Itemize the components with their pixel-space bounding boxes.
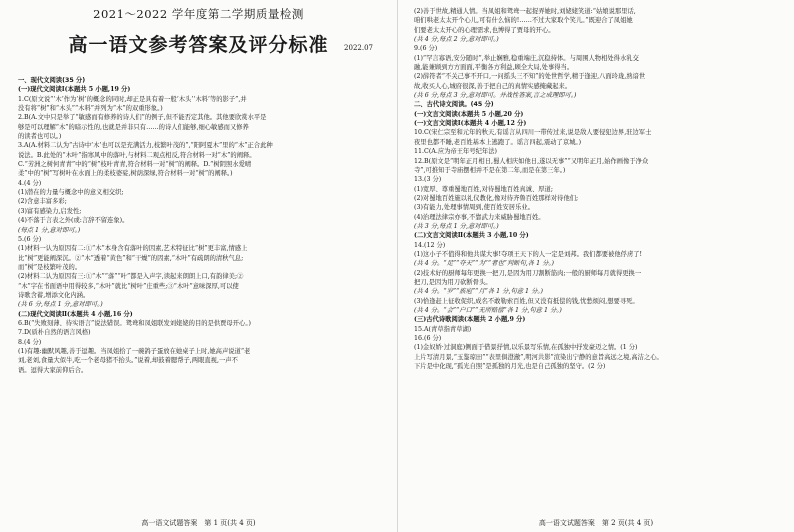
scoring-note: (共 4 分。“足”“夺天”“为”“者也”判断句,各 1 分。) [414,260,554,268]
answer-text-line: (2)技术好的厨师每年更换一把刀,是因为用刀割断筋肉;一般的厨师每月就得更换一 [414,269,642,277]
answer-text-line: 12.B(原文是“明年正月相日,蜀人相庆如他日,遂以无事”“又明年正月,始作画像于净众 [414,157,649,165]
answer-text-line: (2)含意丰富多彩; [18,198,67,206]
scoring-note: (共 4 分,每点 2 分,意对即可。) [414,36,499,44]
left-page-content [0,76,397,375]
exam-date: 2022.07 [344,44,373,52]
answer-text-line: 下片是中化现,“孤光自照”是孤独的月光,也是自己孤独的坚守。(2 分) [414,363,606,371]
scoring-note: (共 4 分。“岁”“族庖”“月”各 1 分,句意 1 分。) [414,288,543,296]
term-header: 2021～2022 学年度第二学期质量检测 [93,7,304,21]
answer-text-line: 的读者也可以。) [18,133,62,141]
left-page-footer: 高一语文试题答案 第 1 页(共 4 页) [141,519,256,527]
answer-text-line: 14.(12 分) [414,241,446,249]
page-title: 高一语文参考答案及评分标准 [68,34,329,56]
right-page-content [398,7,794,371]
answer-text-line: 寺”,可推知于寺庙摆相并不是在第二年,而是在第三年。) [414,166,566,174]
answer-text-line: (4)不落于言表之外(或:言辞不留连象)。 [18,217,129,225]
answer-text-line: (1)潜在的力量与概念中的意义相交织; [18,189,124,197]
answer-text-line: 融,能兼顾到方方面面,平衡各方利益,顾全大局,处事得当。 [414,64,574,72]
answer-text-line: 6.B(“失败刻薄、待实语言”说法错误。鸳鸯和凤姐联发刘姥姥的目的是供贾母开心。) [18,319,251,327]
answer-text-line: (1)宽厚、尊重蜀地百姓,对待蜀地百姓真诚、厚道; [414,185,553,193]
subsection-heading: (一)现代文阅读Ⅰ(本题共 5 小题,19 分) [18,86,131,94]
subsection-heading: (三)古代诗歌阅读(本题共 2 小题,9 分) [414,316,526,324]
answer-text-line: (1)金奴娇·过洞庭)侧面于借景抒情,以乐景写乐情,在孤独中抒发豪迈之情。(1 分) [414,344,638,352]
answer-text-line: (2)善于世故,精通人情。当凤姐和鸳鸯一起捉弄她时,刘姥姥笑道:“姑娘说那里话, [414,8,636,15]
answer-text-line: (1)“罕言寡语,安分随时”,举止娴雅,稳重端庄,沉稳持体。与周围人物相处得水乳交 [414,54,639,62]
answer-text-line: C.“芳洲之树何青青”中的“树”枝叶青青,符合材料一对“树”的阐释。D.“树阴照水爱晴 [18,161,252,169]
answer-text-line: (2)对蜀地百姓施以礼仪教化,像对待齐鲁百姓那样对待他们; [414,194,579,202]
scoring-note: (每点 1 分,意对即可。) [18,226,81,234]
answer-text-line: 8.(4 分) [18,338,42,346]
scoring-note: (共 4 分。“会”“户口”“无所赔偿”各 1 分,句意 1 分。) [414,307,562,314]
answer-text-line: (1)这小子不值得和他共谋大事!夺项王天下的人一定是刘邦。我们都要被他俘虏了! [414,250,643,258]
answer-text-line: (2)材料二认为原因有三:①“木”“落”“叶”都是入声字,读起来朗朗上口,有韵律美;② [18,273,244,281]
answer-text-line: 15.A(青草指青草湖) [414,325,472,333]
answer-text-line: (2)薛符者“不关己事不开口,一问摇头三不知”的处世哲学,精于逢迎,八面玲珑,熟谙世 [414,73,646,81]
answer-text-line: 11.C(A.应为帝王年号纪年法) [414,148,497,156]
section-heading: 一、现代文阅读(35 分) [18,77,86,84]
answer-text-line: 4.(4 分) [18,179,42,187]
answer-text-line: 刘,老刘,食量大似牛,吃一个老母猪不抬头。”说着,却鼓着腮帮子,两眼直视,一声不 [18,357,238,365]
scoring-note: (共 6 分,每点 3 分,意对即可。并战性答案,言之成理即可。) [414,92,577,100]
answer-text-line: 把刀,是因为用刀砍断骨头。 [414,278,492,286]
answer-text-line: 3.A(A.材料二认为“古诗中‘木’也可以是充满活力,枝繁叶茂的”,“阳阿夏木”里的“木”正合此种 [18,142,273,150]
answer-text-line: 10.C(宋仁宗至和元年的秋天,有谣言从四川一带传过来,说是敌人要侵犯边界,驻边军士 [414,129,652,137]
answer-text-line: 夜里也都不睡,老百姓基本上逃跑了。谣言四起,震动了京城。) [414,138,582,146]
subsection-heading: (一)文言文阅读Ⅰ(本题共 4 小题,12 分) [414,120,527,128]
answer-text-line: 而“树”是枝繁叶茂的。 [18,263,82,271]
answer-text-line: 咱们哄老太太开个心儿,可有什么恼的!……不过大家取个笑儿。”既迎合了凤姐她 [414,17,633,25]
answer-text-line: (1)材料一认为原因有二:①“木”本身含有落叶的因素,艺术特征比“树”更丰富,情感上 [18,245,248,253]
answer-text-line: 9.(6 分) [414,45,438,53]
answer-text-line: 诗歌含蓄,增添文化内涵。 [18,291,90,299]
answer-text-line: 1.C(原文说“‘木’作为‘树’的概念的同时,却正是具有着一般‘木头’‘木料’等的影子”,并 [18,95,247,103]
subsection-heading: (二)现代文阅读Ⅱ(本题共 4 小题,16 分) [18,310,133,318]
answer-text-line: 们要老太太开心的心理需求,也博得了贾母的开心。 [414,26,555,34]
right-page [398,0,794,532]
answer-text-line: 7.D(质朴自然的语言风格) [18,329,91,337]
answer-text-line: (3)有能力,处理事情周到,使百姓安居乐业。 [414,204,534,212]
answer-text-line: “木”字在书面语中用得较多,“木叶”就比“树叶”庄重些;③“木叶”意味深厚,可以使 [18,282,239,290]
answer-text-line: 上片写清月景,“玉鉴琼田”“表里俱澄澈”,明河共影”渲染出宁静的意旨高远之境,高洁之心。 [414,353,663,361]
subsection-heading: (二)文言文阅读Ⅱ(本题共 3 小题,10 分) [414,232,529,240]
answer-text-line: 没有将“树”和“木头”“木料”并列为“木”的双重形象。) [18,105,163,113]
answer-text-line: 说法。B.此处的“木叶”指寒风中的落叶,与材料二观点相反,符合材料一对“木”的阐释。 [18,151,256,159]
answer-text-line: 13.(3 分) [414,176,442,184]
answer-text-line: 语。逗得大家前仰后合。 [18,366,88,374]
answer-text-line: 比“树”更能阐深沉。②“木”透着“黄色”和“干燥”的因素,“木叶”有疏朗的清秋气息; [18,254,244,262]
answer-text-line: 柔”中的“树”写树叶在水面上的柔枝婆娑,树荫深绿,符合材料一对“树”的阐释。) [18,170,233,178]
answer-text-line: 故,收买人心,城府很深,善于把自己的真情实感掩藏起来。 [414,82,572,90]
answer-text-line: 5.(6 分) [18,235,42,243]
answer-text-line: (4)治理法律宗亦事,不靠武力来威胁蜀地百姓。 [414,213,545,221]
subsection-heading: (一)文言文阅读(本题共 5 小题,20 分) [414,110,524,118]
answer-text-line: (3)恰逢赶上征收促织,成名不敢勒索百姓,但又没有抵偿的钱,忧愁烦闷,想要寻死。 [414,297,639,305]
answer-text-line: (3)富有感染力,启发性; [18,207,82,215]
answer-text-line: 够是可以理解“木”的暗示性的,也就是并非只有……的诗人们能够,细心敏感而又修养 [18,123,249,131]
answer-text-line: 2.B(A.文中只是举了“敏感而有修养的诗人们”的例子,但不能否定其他。其他要欣赏水平是 [18,114,267,122]
right-page-footer: 高一语文试题答案 第 2 页(共 4 页) [538,519,654,527]
scoring-note: (共 6 分,每点 1 分,意对即可。) [18,301,103,309]
answer-text-line: 16.(6 分) [414,335,442,343]
scoring-note: (共 3 分,每点 1 分,意对即可。) [414,222,499,230]
section-heading: 二、古代诗文阅读。(45 分) [414,101,494,109]
answer-text-line: (1)有趣:幽默风趣,善于逗趣。当凤姐拾了一碗鸽子蛋放在她桌子上时,她高声说道“老 [18,347,251,355]
